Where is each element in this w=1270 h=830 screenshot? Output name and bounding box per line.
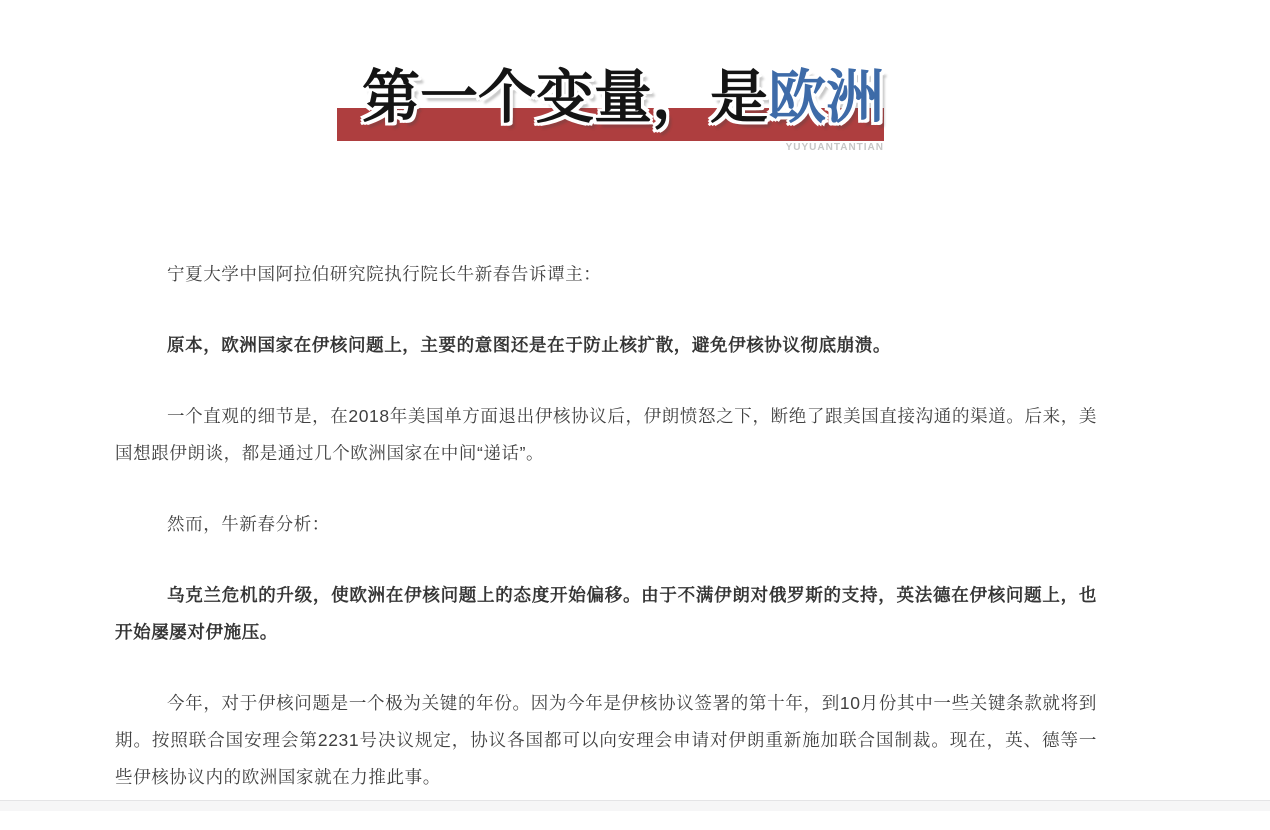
article-paragraph: 今年，对于伊核问题是一个极为关键的年份。因为今年是伊核协议签署的第十年，到10月份其中一些关键条款就将到期。按照联合国安理会第2231号决议规定，协议各国都可以向安理会申请对伊朗重新施加联合国制裁。现在，英、德等一些伊核协议内的欧洲国家就在力推此事。 (115, 693, 1097, 787)
viewport-bottom-strip (0, 800, 1270, 811)
section-title-black-part: 第一个变量，是 (362, 65, 769, 130)
article-paragraph-emphasis: 原本，欧洲国家在伊核问题上，主要的意图还是在于防止核扩散，避免伊核协议彻底崩溃。 (167, 335, 891, 355)
watermark-yuyuantantian: YUYUANTANTIAN (785, 142, 884, 153)
article-body (115, 256, 1097, 830)
article-paragraph-emphasis: 乌克兰危机的升级，使欧洲在伊核问题上的态度开始偏移。由于不满伊朗对俄罗斯的支持，英法德在伊核问题上，也开始屡屡对伊施压。 (115, 585, 1097, 642)
section-title-blue-part: 欧洲 (768, 65, 885, 130)
article-paragraph: 然而，牛新春分析： (167, 514, 330, 534)
article-paragraph: 宁夏大学中国阿拉伯研究院执行院长牛新春告诉谭主： (167, 264, 602, 284)
article-banner (0, 0, 1270, 180)
article-paragraph: 一个直观的细节是，在2018年美国单方面退出伊核协议后，伊朗愤怒之下，断绝了跟美国直接沟通的渠道。后来，美国想跟伊朗谈，都是通过几个欧洲国家在中间“递话”。 (115, 406, 1097, 463)
section-title (362, 60, 884, 136)
